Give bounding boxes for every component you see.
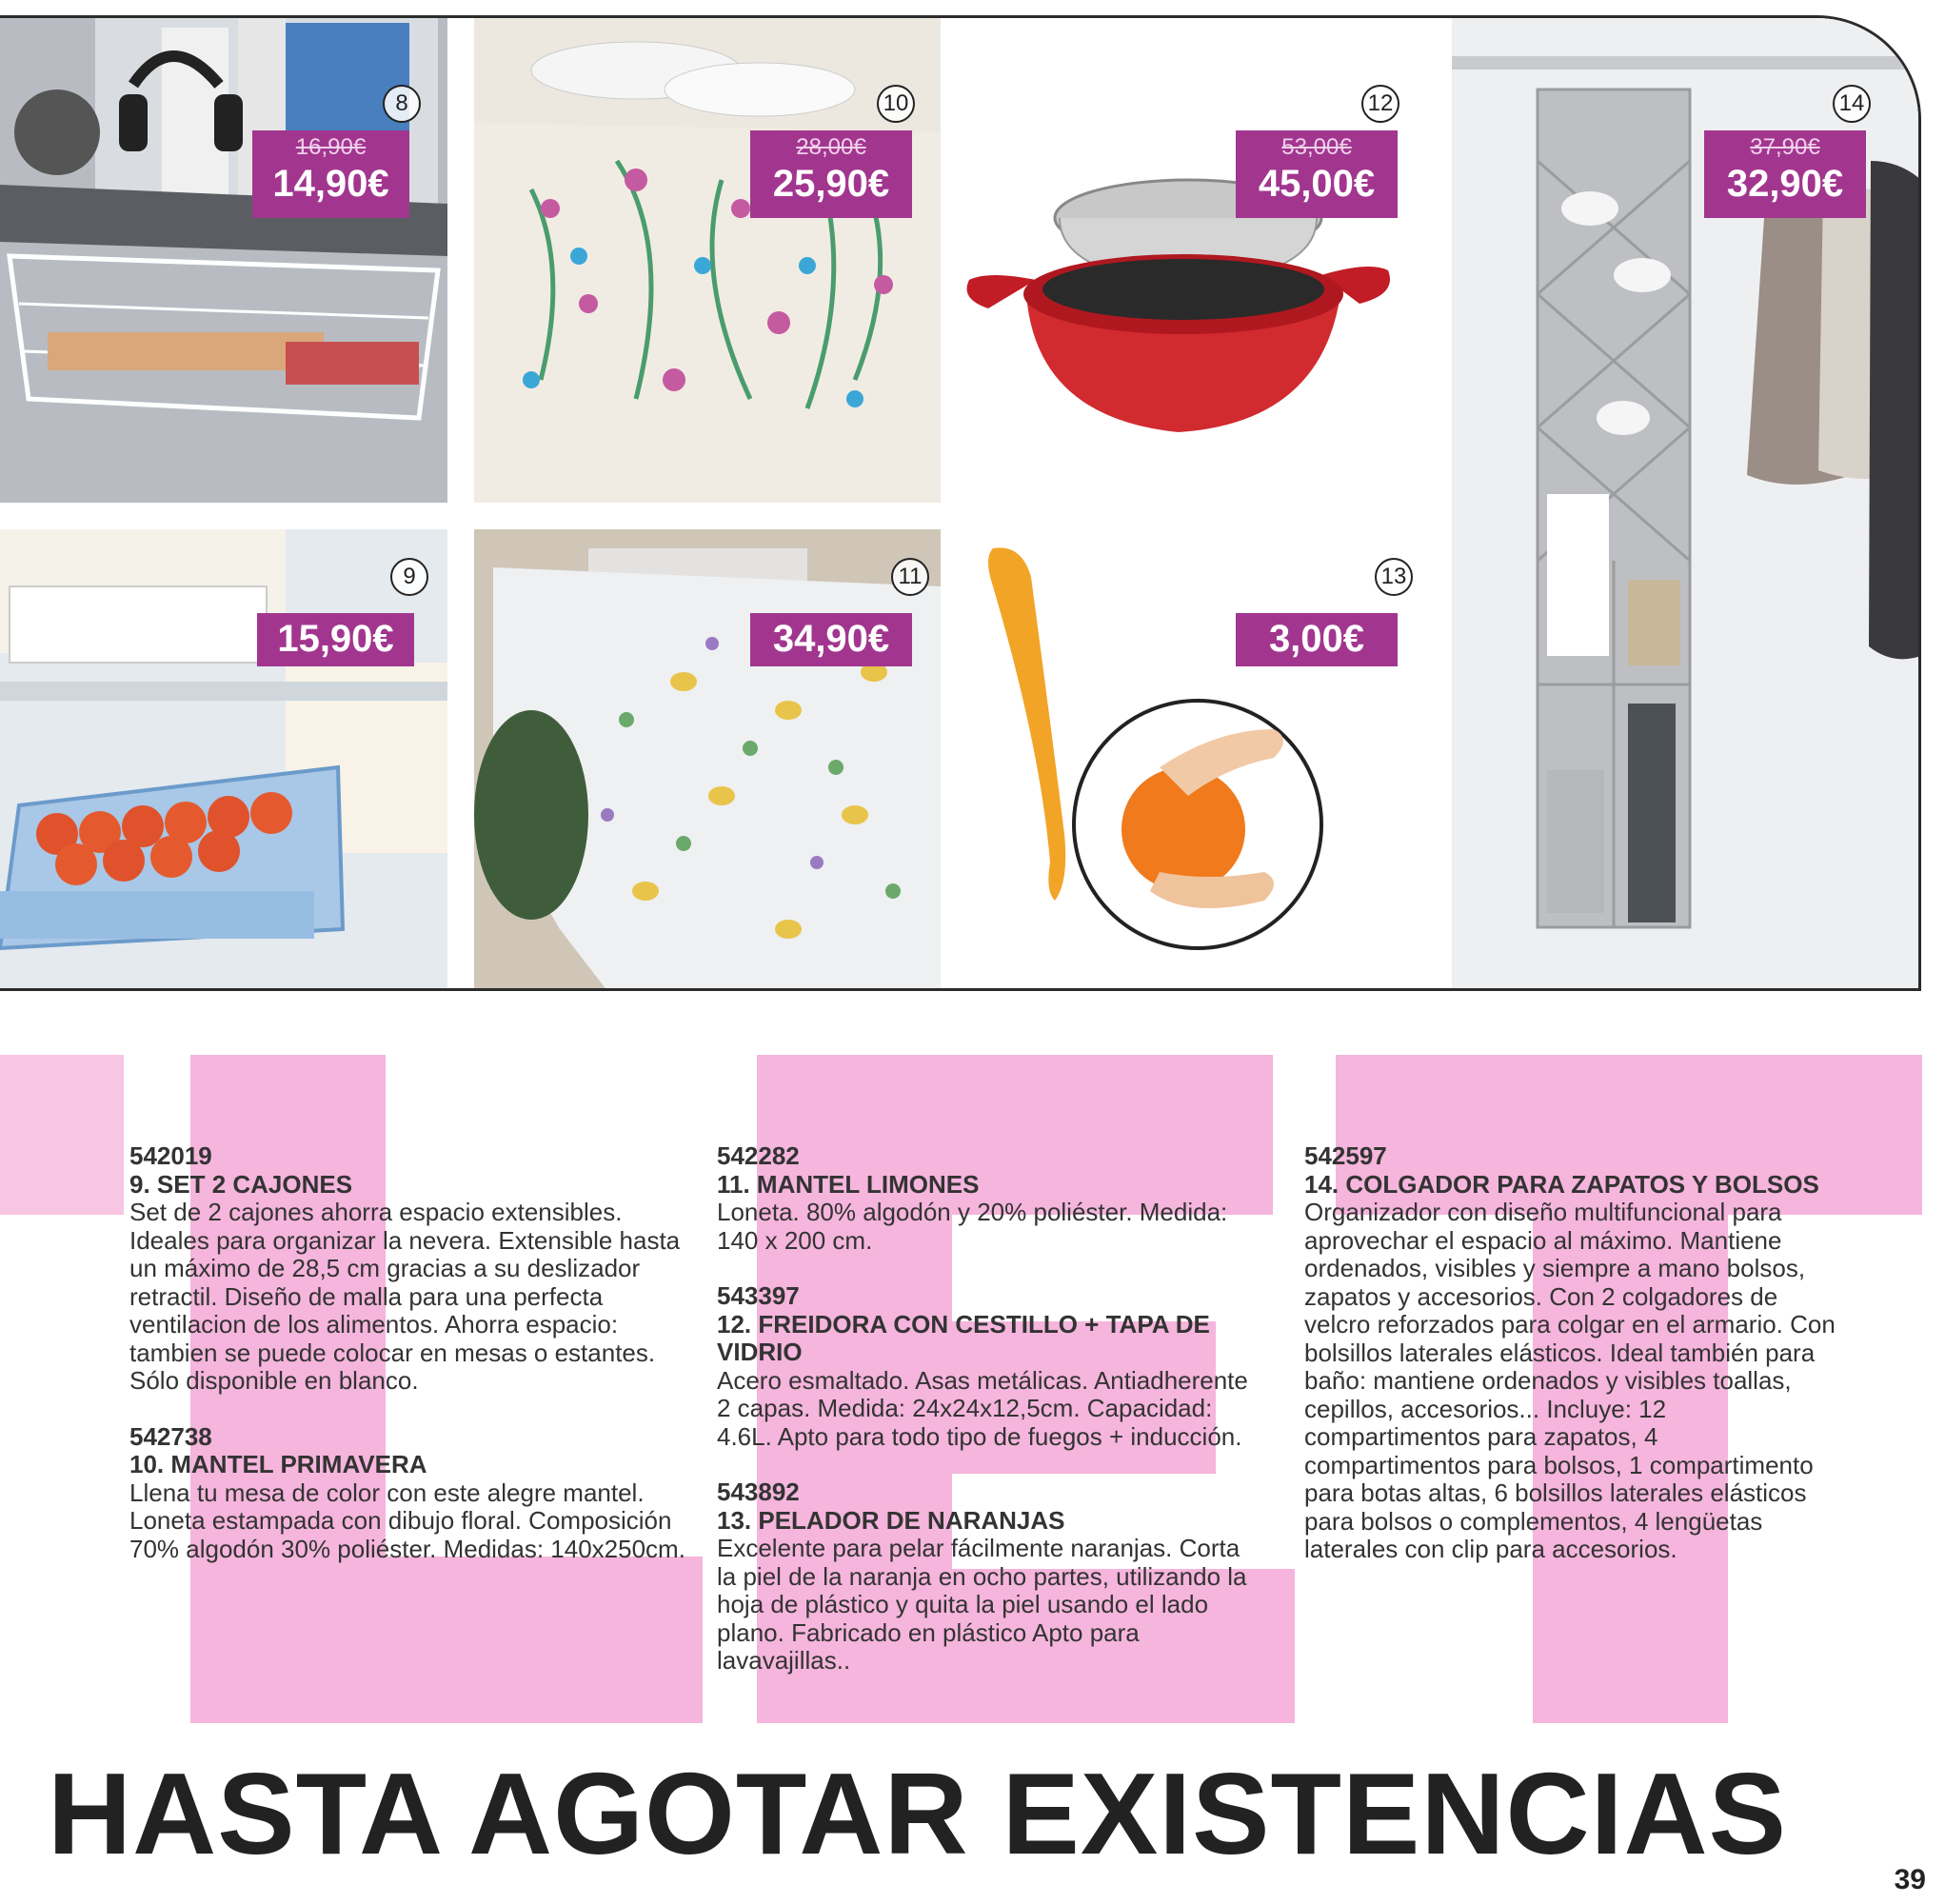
product-number-12: 12 [1361, 85, 1399, 123]
product-ref: 542282 [717, 1141, 800, 1170]
orange-peeler-illustration [941, 529, 1452, 991]
page-number: 39 [1894, 1864, 1926, 1895]
price-tag-14 [1704, 130, 1866, 218]
product-description: Loneta. 80% algodón y 20% poliéster. Medida: 140 x 200 cm. [717, 1198, 1228, 1255]
product-description: Llena tu mesa de color con este alegre mantel. Loneta estampada con dibujo floral. Composición 70% algodón 30% poliéster. Medidas: 140x250cm. [129, 1478, 685, 1563]
product-photo-grid [0, 15, 1921, 991]
photo-floral-tablecloth [474, 18, 941, 503]
product-number-9: 9 [390, 558, 428, 596]
new-price-8: 14,90€ [272, 163, 389, 205]
old-price-14: 37,90€ [1750, 134, 1820, 160]
new-price-12: 45,00€ [1258, 163, 1376, 205]
product-number-10: 10 [877, 85, 915, 123]
lemon-tablecloth-illustration [474, 529, 941, 991]
new-price-11: 34,90€ [772, 618, 890, 660]
description-item-13 [717, 1478, 1260, 1676]
new-price-9: 15,90€ [277, 618, 394, 660]
description-item-9 [129, 1142, 701, 1396]
floral-tablecloth-illustration [474, 18, 941, 503]
old-price-8: 16,90€ [295, 134, 367, 160]
product-ref: 543892 [717, 1478, 800, 1506]
product-number-13: 13 [1375, 558, 1413, 596]
product-title: 9. SET 2 CAJONES [129, 1169, 353, 1199]
photo-orange-peeler [941, 529, 1452, 991]
old-price-12: 53,00€ [1281, 134, 1352, 160]
product-description: Set de 2 cajones ahorra espacio extensibles. Ideales para organizar la nevera. Extensible hasta un máximo de 28,5 cm gracias a su deslizador retractil. Diseño de malla para una perfecta ventilacion de los alimentos. Ahorra espacio: tambien se puede colocar en mesas o estantes. Sólo disponible en blanco. [129, 1198, 681, 1395]
photo-lemon-tablecloth [474, 529, 941, 991]
price-tag-8 [252, 130, 409, 218]
description-item-12 [717, 1282, 1260, 1451]
price-tag-11 [750, 613, 912, 666]
product-title: 13. PELADOR DE NARANJAS [717, 1505, 1065, 1535]
photo-fryer-pot [941, 18, 1452, 503]
description-item-10 [129, 1423, 701, 1564]
grid-gap-horizontal-1 [0, 503, 941, 529]
price-tag-10 [750, 130, 912, 218]
product-description: Acero esmaltado. Asas metálicas. Antiadherente 2 capas. Medida: 24x24x12,5cm. Capacidad: 4.6L. Apto para todo tipo de fuegos + inducción. [717, 1365, 1248, 1451]
product-ref: 542597 [1304, 1141, 1387, 1170]
new-price-13: 3,00€ [1268, 618, 1365, 660]
description-column-2 [717, 1142, 1260, 1703]
price-tag-9 [257, 613, 414, 666]
photo-shoe-organizer [1452, 18, 1921, 991]
description-item-11 [717, 1142, 1260, 1255]
description-column-1 [129, 1142, 701, 1591]
new-price-10: 25,90€ [772, 163, 890, 205]
headline: HASTA AGOTAR EXISTENCIAS [48, 1749, 1787, 1878]
product-ref: 542019 [129, 1141, 212, 1170]
product-title: 11. MANTEL LIMONES [717, 1169, 980, 1199]
product-description: Organizador con diseño multifuncional para aprovechar el espacio al máximo. Mantiene ordenados, visibles y siempre a mano bolsos, zapatos y accesorios. Con 2 colgadores de velcro reforzados para colgar en el armario. Con bolsillos laterales elásticos. Ideal también para baño: mantiene ordenados y visibles toallas, cepillos, accesorios... Incluye: 12 compartimentos para zapatos, 4 compartimentos para bolsos, 1 compartimento para botas altas, 6 bolsillos laterales elásticos para bolsos o complementos, 4 lengüetas laterales con clip para accesorios. [1304, 1198, 1836, 1563]
price-tag-12 [1236, 130, 1398, 218]
product-title: 10. MANTEL PRIMAVERA [129, 1450, 427, 1478]
old-price-10: 28,00€ [796, 134, 866, 160]
product-title: 12. FREIDORA CON CESTILLO + TAPA DE VIDRIO [717, 1309, 1210, 1366]
product-ref: 543397 [717, 1281, 800, 1310]
pink-shape-left-tab [0, 1055, 124, 1215]
new-price-14: 32,90€ [1726, 163, 1844, 205]
product-number-14: 14 [1833, 85, 1871, 123]
product-description: Excelente para pelar fácilmente naranjas. Corta la piel de la naranja en ocho partes, utilizando la hoja de plástico y quita la piel usando el lado plano. Fabricado en plástico Apto para lavavajillas.. [717, 1534, 1247, 1675]
description-item-14 [1304, 1142, 1837, 1564]
wire-basket-illustration [0, 18, 447, 503]
product-ref: 542738 [129, 1421, 212, 1451]
fridge-drawers-illustration [0, 529, 447, 991]
price-tag-13 [1236, 613, 1398, 666]
product-number-11: 11 [891, 558, 929, 596]
product-number-8: 8 [383, 85, 421, 123]
photo-fridge-drawers [0, 529, 447, 991]
description-column-3 [1304, 1142, 1837, 1592]
product-title: 14. COLGADOR PARA ZAPATOS Y BOLSOS [1304, 1169, 1819, 1199]
photo-wire-basket [0, 18, 447, 503]
